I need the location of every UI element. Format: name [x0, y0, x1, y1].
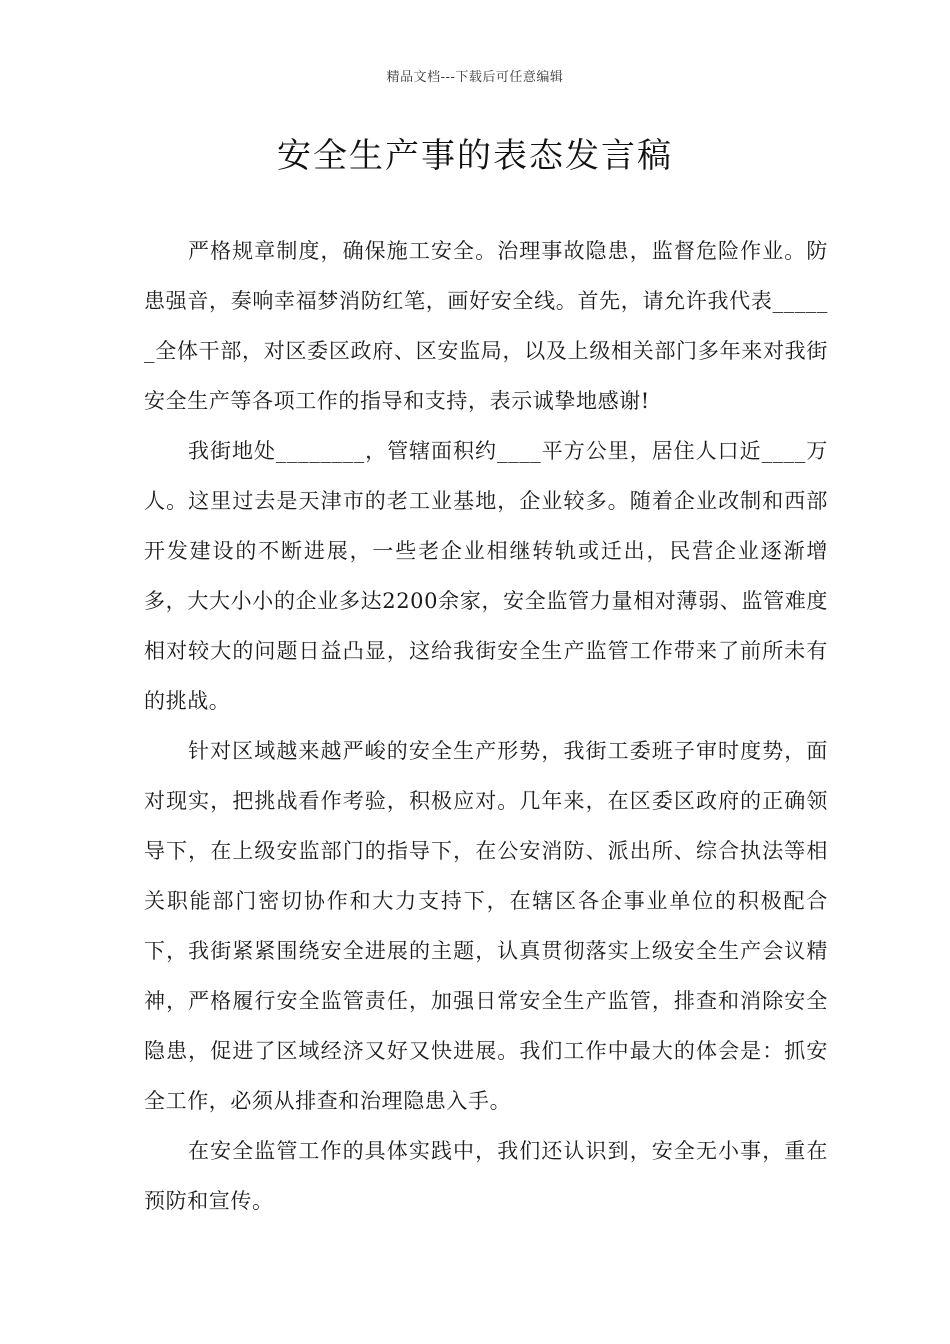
document-body — [144, 226, 828, 1226]
paragraph-4: 在安全监管工作的具体实践中，我们还认识到，安全无小事，重在预防和宣传。 — [144, 1139, 828, 1213]
header-note: 精品文档---下载后可任意编辑 — [386, 70, 564, 85]
document-title: 安全生产事的表态发言稿 — [277, 136, 673, 176]
paragraph-2: 我街地处________，管辖面积约____平方公里，居住人口近____万人。这里过去是天津市的老工业基地，企业较多。随着企业改制和西部开发建设的不断进展，一些老企业相继转轨或迁出，民营企业逐渐增多，大大小小的企业多达2200余家，安全监管力量相对薄弱、监管难度相对较大的问题日益凸显，这给我街安全生产监管工作带来了前所未有的挑战。 — [144, 439, 828, 713]
paragraph-3: 针对区域越来越严峻的安全生产形势，我街工委班子审时度势，面对现实，把挑战看作考验，积极应对。几年来，在区委区政府的正确领导下，在上级安监部门的指导下，在公安消防、派出所、综合执法等相关职能部门密切协作和大力支持下，在辖区各企事业单位的积极配合下，我街紧紧围绕安全进展的主题，认真贯彻落实上级安全生产会议精神，严格履行安全监管责任，加强日常安全生产监管，排查和消除安全隐患，促进了区域经济又好又快进展。我们工作中最大的体会是：抓安全工作，必须从排查和治理隐患入手。 — [144, 739, 828, 1113]
paragraph-1: 严格规章制度，确保施工安全。治理事故隐患，监督危险作业。防患强音，奏响幸福梦消防红笔，画好安全线。首先，请允许我代表______全体干部，对区委区政府、区安监局，以及上级相关部门多年来对我街安全生产等各项工作的指导和支持，表示诚挚地感谢! — [144, 239, 828, 413]
